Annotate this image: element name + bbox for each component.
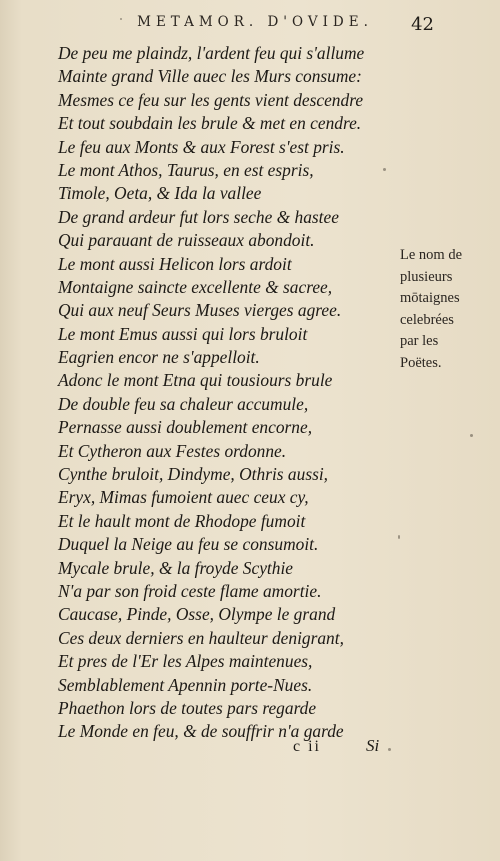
verse-line: Le Monde en feu, & de souffrir n'a garde xyxy=(58,721,344,742)
verse-line: Qui aux neuf Seurs Muses vierges agree. xyxy=(58,300,342,321)
verse-line: Adonc le mont Etna qui tousiours brule xyxy=(58,370,333,391)
marginal-note xyxy=(400,245,495,374)
verse-line: Pernasse aussi doublement encorne, xyxy=(58,417,313,438)
verse-line: Et pres de l'Er les Alpes maintenues, xyxy=(58,651,313,672)
verse-line: Le mont Athos, Taurus, en est espris, xyxy=(58,159,314,180)
signature-mark: c ii xyxy=(293,738,321,755)
verse-line: De double feu sa chaleur accumule, xyxy=(58,393,309,414)
verse-line: Et le hault mont de Rhodope fumoit xyxy=(58,510,306,531)
verse-line: Duquel la Neige au feu se consumoit. xyxy=(58,534,319,555)
paper-speck xyxy=(120,18,122,20)
verse-line: Mainte grand Ville auec les Murs consume: xyxy=(58,66,362,87)
paper-speck xyxy=(388,748,391,751)
catchword: Si xyxy=(366,736,380,755)
verse-line: Montaigne saincte excellente & sacree, xyxy=(58,276,333,297)
verse-line: Timole, Oeta, & Ida la vallee xyxy=(58,183,262,204)
verse-line: De peu me plaindz, l'ardent feu qui s'allume xyxy=(58,43,365,63)
verse-line: Mycale brule, & la froyde Scythie xyxy=(58,557,294,578)
marginal-note-line: par les xyxy=(400,333,439,349)
verse-block xyxy=(58,42,388,744)
verse-line: Et Cytheron aux Festes ordonne. xyxy=(58,440,287,461)
verse-line: Le mont Emus aussi qui lors bruloit xyxy=(58,323,308,344)
verse-line: Le feu aux Monts & aux Forest s'est pris. xyxy=(58,136,345,157)
verse-line: Mesmes ce feu sur les gents vient descendre xyxy=(58,89,364,110)
page-number: 42 xyxy=(411,14,434,35)
marginal-note-line: mōtaignes xyxy=(400,290,460,306)
verse-line: Ces deux derniers en haulteur denigrant, xyxy=(58,627,344,648)
verse-line: Eagrien encor ne s'appelloit. xyxy=(58,347,260,368)
verse-line: Et tout soubdain les brule & met en cendre. xyxy=(58,113,362,134)
paper-speck xyxy=(398,535,400,539)
paper-speck xyxy=(383,168,386,171)
marginal-note-line: Le nom de xyxy=(400,247,463,263)
verse-line: De grand ardeur fut lors seche & hastee xyxy=(58,206,339,227)
verse-line: N'a par son froid ceste flame amortie. xyxy=(58,580,322,601)
verse-line: Semblablement Apennin porte-Nues. xyxy=(58,674,313,695)
paper-speck xyxy=(470,434,473,437)
running-title: METAMOR. D'OVIDE. xyxy=(137,14,373,30)
verse-line: Caucase, Pinde, Osse, Olympe le grand xyxy=(58,604,336,625)
marginal-note-line: plusieurs xyxy=(400,268,453,285)
marginal-note-line: Poëtes. xyxy=(400,354,442,371)
marginal-note-line: celebrées xyxy=(400,311,454,328)
verse-line: Phaethon lors de toutes pars regarde xyxy=(58,697,317,718)
verse-line: Le mont aussi Helicon lors ardoit xyxy=(58,253,292,274)
verse-line: Eryx, Mimas fumoient auec ceux cy, xyxy=(58,487,309,508)
verse-line: Qui parauant de ruisseaux abondoit. xyxy=(58,230,315,251)
verse-line: Cynthe bruloit, Dindyme, Othris aussi, xyxy=(58,464,329,485)
